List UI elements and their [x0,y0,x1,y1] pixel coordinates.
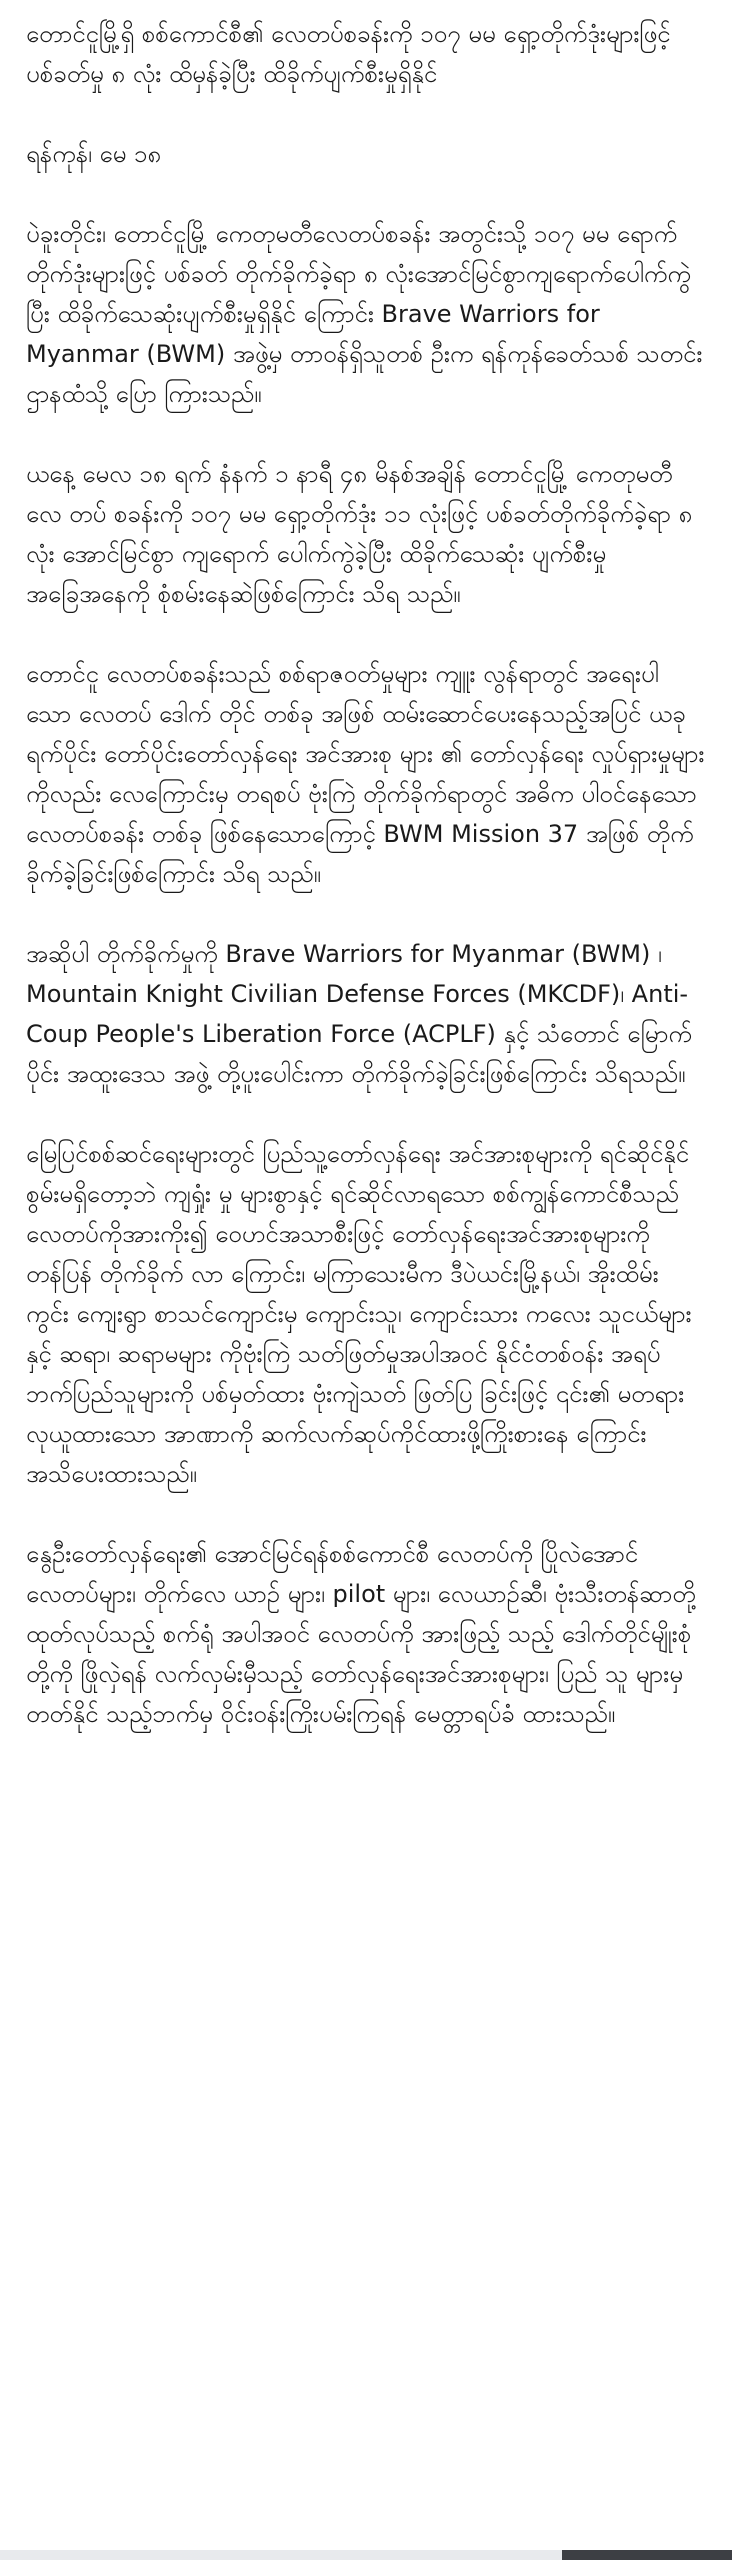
bottom-bar-dark-segment [562,2550,732,2560]
bottom-bar-light-segment [0,2550,562,2560]
article-paragraph: ပဲခူးတိုင်း၊ တောင်ငူမြို့ ကေတုမတီလေတပ်စခန်း အတွင်းသို့ ၁၀၇ မမ ရောက်တိုက်ဒုံးများဖြင့် ပစ်ခတ် တိုက်ခိုက်ခဲ့ရာ ၈ လုံးအောင်မြင်စွာကျရောက်ပေါက်ကွဲ ပြီး ထိခိုက်သေဆုံးပျက်စီးမှုရှိနိုင် ကြောင်း Brave Warriors for Myanmar (BWM) အဖွဲ့မှ တာဝန်ရှိသူတစ် ဦးက ရန်ကုန်ခေတ်သစ် သတင်းဌာနထံသို့ ပြော ကြားသည်။ [26,220,703,408]
article-paragraph: အဆိုပါ တိုက်ခိုက်မှုကို Brave Warriors for Myanmar (BWM) ၊ Mountain Knight Civilian Defense Forces (MKCDF)၊ Anti-Coup People's Liberation Force (ACPLF) နှင့် သံတောင် မြောက် ပိုင်း အထူးဒေသ အဖွဲ့ တို့ပူးပေါင်းကာ တိုက်ခိုက်ခဲ့ခြင်းဖြစ်ကြောင်း သိရသည်။ [26,940,692,1088]
article-dateline: ရန်ကုန်၊ မေ ၁၈ [26,140,162,168]
article-paragraph: နွေဦးတော်လှန်ရေး၏ အောင်မြင်ရန်စစ်ကောင်စီ လေတပ်ကို ပြိုလဲအောင် လေတပ်များ၊ တိုက်လေ ယာဉ် များ၊ pilot များ၊ လေယာဉ်ဆီ၊ ဗုံးသီးတန်ဆာတို့ ထုတ်လုပ်သည့် စက်ရုံ အပါအဝင် လေတပ်ကို အားဖြည့် သည့် ဒေါက်တိုင်မျိုးစုံတို့ကို ဖြိုလှဲရန် လက်လှမ်းမှီသည့် တော်လှန်ရေးအင်အားစုများ၊ ပြည် သူ များမှ တတ်နိုင် သည့်ဘက်မှ ဝိုင်းဝန်းကြိုးပမ်းကြရန် မေတ္တာရပ်ခံ ထားသည်။ [26,1540,696,1728]
bottom-edge-bar [0,2550,732,2560]
article-paragraph: မြေပြင်စစ်ဆင်ရေးများတွင် ပြည်သူ့တော်လှန်ရေး အင်အားစုများကို ရင်ဆိုင်နိုင်စွမ်းမရှိတော့ဘဲ ကျရှုံး မှု များစွာနှင့် ရင်ဆိုင်လာရသော စစ်ကျွန်ကောင်စီသည် လေတပ်ကိုအားကိုး၍ ဝေဟင်အသာစီးဖြင့် တော်လှန်ရေးအင်အားစုများကို တန်ပြန် တိုက်ခိုက် လာ ကြောင်း၊ မကြာသေးမီက ဒီပဲယင်းမြို့နယ်၊ အိုးထိမ်း ကွင်း ကျေးရွာ စာသင်ကျောင်းမှ ကျောင်းသူ၊ ကျောင်းသား ကလေး သူငယ်များနှင့် ဆရာ၊ ဆရာမများ ကိုဗုံးကြဲ သတ်ဖြတ်မှုအပါအဝင် နိုင်ငံတစ်ဝန်း အရပ် ဘက်ပြည်သူများကို ပစ်မှတ်ထား ဗုံးကျဲသတ် ဖြတ်ပြ ခြင်းဖြင့် ၎င်း၏ မတရားလုယူထားသော အာဏာကို ဆက်လက်ဆုပ်ကိုင်ထားဖို့ကြိုးစားနေ ကြောင်း အသိပေးထားသည်။ [26,1140,692,1488]
article-paragraph: တောင်ငူ လေတပ်စခန်းသည် စစ်ရာဇဝတ်မှုများ ကျူး လွန်ရာတွင် အရေးပါ သော လေတပ် ဒေါက် တိုင် တစ်ခု အဖြစ် ထမ်းဆောင်ပေးနေသည့်အပြင် ယခုရက်ပိုင်း တော်ပိုင်းတော်လှန်ရေး အင်အားစု များ ၏ တော်လှန်ရေး လှုပ်ရှားမှုများကိုလည်း လေကြောင်းမှ တရစပ် ဗုံးကြဲ တိုက်ခိုက်ရာတွင် အဓိက ပါဝင်နေသော လေတပ်စခန်း တစ်ခု ဖြစ်နေသောကြောင့် BWM Mission 37 အဖြစ် တိုက် ခိုက်ခဲ့ခြင်းဖြစ်ကြောင်း သိရ သည်။ [26,660,705,888]
article-headline: တောင်ငူမြို့ရှိ စစ်ကောင်စီ၏ လေတပ်စခန်းကို ၁၀၇ မမ ရှော့တိုက်ဒုံးများဖြင့် ပစ်ခတ်မှု ၈ လုံး ထိမှန်ခဲ့ပြီး ထိခိုက်ပျက်စီးမှုရှိနိုင် [26,20,671,88]
article-paragraph: ယနေ့ မေလ ၁၈ ရက် နံနက် ၁ နာရီ ၄၈ မိနစ်အချိန် တောင်ငူမြို့ ကေတုမတီလေ တပ် စခန်းကို ၁၀၇ မမ ရှော့တိုက်ဒုံး ၁၁ လုံးဖြင့် ပစ်ခတ်တိုက်ခိုက်ခဲ့ရာ ၈ လုံး အောင်မြင်စွာ ကျရောက် ပေါက်ကွဲခဲ့ပြီး ထိခိုက်သေဆုံး ပျက်စီးမှုအခြေအနေကို စုံစမ်းနေဆဲဖြစ်ကြောင်း သိရ သည်။ [26,460,693,608]
